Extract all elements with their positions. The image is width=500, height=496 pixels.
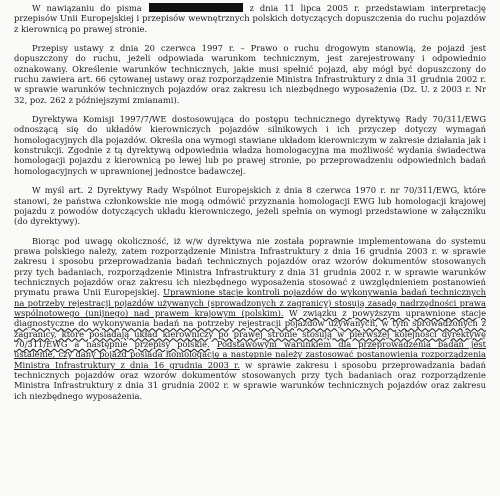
paragraph-council-directive: W myśl art. 2 Dyrektywy Rady Wspólnot Europejskich z dnia 8 czerwca 1970 r. nr 70/311/EWG, które stanowi, że państwa członkowskie nie mogą odmówić przyznania homologacji EWG lub homologacji krajowej pojazdu z powodów dotyczących układu kierowniczego, jeżeli spełnia on wymogi przedstawione w załączniku (do dyrektywy). xyxy=(14,185,486,227)
closing-text: w sprawie zakresu i sposobu przeprowadzania badań technicznych pojazdów oraz wzorów dokumentów stosowanych przy tych badaniach oraz rozporządzenie Ministra Infrastruktury z dnia 31 grudnia 2002 r. w sprawie warunków technicznych pojazdów oraz zakresu ich niezbędnego wyposażenia. xyxy=(14,359,487,401)
redaction-bar xyxy=(149,3,243,12)
underlined-passage-homologation: Podstawowym warunkiem dla przeprowadzenia badań jest ustalenie, czy dany pojazd posiada homologację a następnie należy zastosować postanowienia rozporządzenia Ministra Infrastruktury z dnia 16 grudnia 2003 r. xyxy=(14,338,487,370)
intro-text-after: z dnia 11 lipca 2005 r. przedstawiam interpretację przepisów Unii Europejskiej i przepisów wewnętrznych polskich dotyczących dopuszczenia do ruchu pojazdów z kierownicą po prawej stronie. xyxy=(14,3,486,34)
paragraph-implementation xyxy=(14,236,486,402)
paragraph-traffic-law: Przepisy ustawy z dnia 20 czerwca 1997 r. – Prawo o ruchu drogowym stanowią, że pojazd jest dopuszczony do ruchu, jeżeli odpowiada warunkom technicznym, jest zarejestrowany i odpowiednio oznakowany. Określenie warunków technicznych, jakie musi spełnić pojazd, aby mógł być dopuszczony do ruchu zawiera art. 66 cytowanej ustawy oraz rozporządzenie Ministra Infrastruktury z dnia 31 grudnia 2002 r. w sprawie warunków technicznych pojazdów oraz zakresu ich niezbędnego wyposażenia (Dz. U. z 2003 r. Nr 32, poz. 262 z późniejszymi zmianami). xyxy=(14,43,486,105)
paragraph-introduction xyxy=(14,3,486,34)
underlined-passage-precedence: Uprawnione stacje kontroli pojazdów do wykonywania badań technicznych na potrzeby rejestracji pojazdów używanych (sprowadzonych z zagranicy) stosują zasadę nadrzędności prawa wspólnotowego (unijnego) nad prawem krajowym (polskim). xyxy=(14,287,486,318)
paragraph-commission-directive: Dyrektywa Komisji 1997/7/WE dostosowująca do postępu technicznego dyrektywę Rady 70/311/EWG odnoszącą się do układów kierowniczych pojazdów silnikowych i ich przyczep dotyczy wymagań homologacyjnych dla pojazdów. Określa ona wymogi stawiane układom kierowniczym w zakresie działania jak i konstrukcji. Zgodnie z tą dyrektywą odpowiednia władza homologacyjna ma możliwość wydania świadectwa homologacji pojazdu z kierownicą po lewej lub po prawej stronie, po przeprowadzeniu odpowiednich badań homologacyjnych w uprawnionej jednostce badawczej. xyxy=(14,114,486,176)
implementation-text: Biorąc pod uwagę okoliczność, iż w/w dyrektywa nie została poprawnie implementowana do systemu prawa polskiego należy, zatem rozporządzenie Ministra Infrastruktury z dnia 16 grudnia 2003 r. w sprawie zakresu i sposobu przeprowadzania badań technicznych pojazdów oraz wzorów dokumentów stosowanych przy tych badaniach, rozporządzenie Ministra Infrastruktury z dnia 31 grudnia 2002 r. w sprawie warunków technicznych pojazdów oraz zakresu ich niezbędnego wyposażenia stosować z uwzględnieniem postanowień prymatu prawa Unii Europejskiej. xyxy=(14,235,486,298)
underlined-passage-stations: W związku z powyższym uprawnione stacje diagnostyczne do wykonywania badań na potrzeby rejestracji pojazdów używanych, w tym sprowadzonych z zagranicy, które posiadają układ kierowniczy po prawej stronie stosują w pierwszej kolejności dyrektywę 70/311/EWG a następnie przepisy polskie. xyxy=(14,307,487,349)
intro-text-before: W nawiązaniu do pisma xyxy=(32,3,142,13)
